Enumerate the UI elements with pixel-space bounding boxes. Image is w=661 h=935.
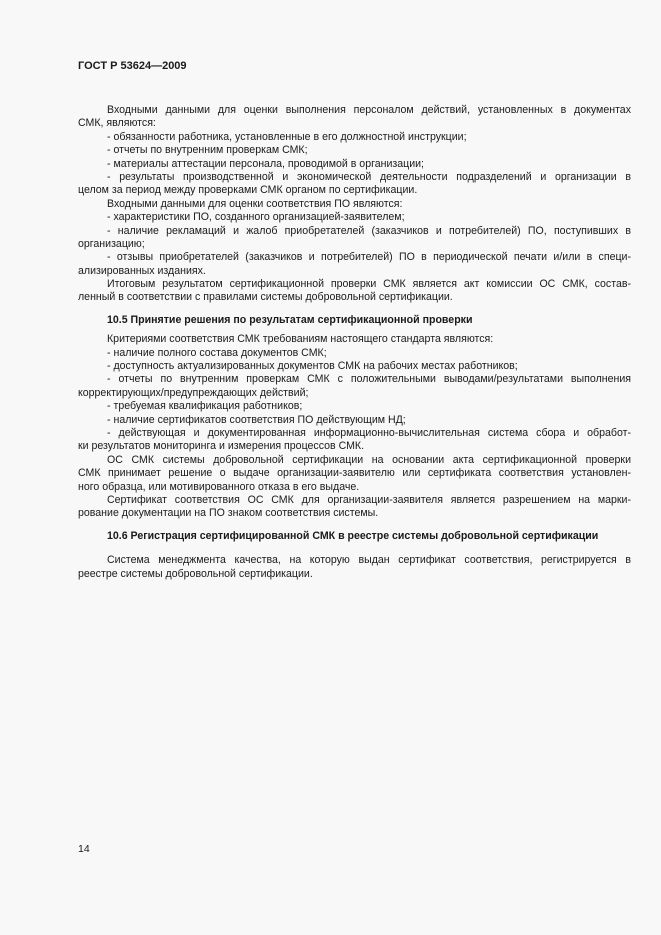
text-line: - доступность актуализированных документов СМК на рабочих местах работников; (107, 360, 518, 373)
text-line: ного образца, или мотивированного отказа в его выдаче. (78, 480, 360, 493)
text-line: - отчеты по внутренним проверкам СМК с положительными выводами/результатами выполнения (107, 373, 631, 386)
text-line: Итоговым результатом сертификационной проверки СМК является акт комиссии ОС СМК, состав- (107, 278, 631, 291)
text-line: реестре системы добровольной сертификации. (78, 567, 313, 580)
text-line: - наличие полного состава документов СМК; (107, 346, 327, 359)
text-line: СМК, являются: (78, 117, 156, 130)
text-line: ленный в соответствии с правилами системы добровольной сертификации. (78, 291, 453, 304)
spacer (78, 305, 631, 314)
spacer (78, 521, 631, 530)
text-line: - обязанности работника, установленные в его должностной инструкции; (107, 130, 467, 143)
text-line: Сертификат соответствия ОС СМК для организации-заявителя является разрешением на марки- (107, 493, 631, 506)
page-number: 14 (78, 843, 90, 855)
text-line: - требуемая квалификация работников; (107, 400, 303, 413)
text-line: целом за период между проверками СМК органом по сертификации. (78, 184, 418, 197)
section-heading: 10.5 Принятие решения по результатам сертификационной проверки (107, 313, 473, 326)
text-line: рование документации на ПО знаком соответствия системы. (78, 507, 379, 520)
text-line: ализированных изданиях. (78, 264, 206, 277)
text-line: организацию; (78, 237, 145, 250)
text-line: - действующая и документированная информационно-вычислительная система сбора и обработ- (107, 426, 631, 439)
text-line: - отзывы приобретателей (заказчиков и потребителей) ПО в периодической печати и/или в специ- (107, 251, 631, 264)
text-line: Входными данными для оценки соответствия ПО являются: (107, 197, 403, 210)
text-line: корректирующих/предупреждающих действий; (78, 386, 309, 399)
text-line: - материалы аттестации персонала, проводимой в организации; (107, 157, 424, 170)
text-line: Критериями соответствия СМК требованиям настоящего стандарта являются: (107, 333, 494, 346)
text-line: - наличие сертификатов соответствия ПО действующим НД; (107, 413, 406, 426)
text-line: ОС СМК системы добровольной сертификации на основании акта сертификационной проверки (107, 453, 631, 466)
text-line: - характеристики ПО, созданного организацией-заявителем; (107, 211, 405, 224)
text-line: Система менеджмента качества, на которую выдан сертификат соответствия, регистрируется в (107, 554, 631, 567)
text-line: - наличие рекламаций и жалоб приобретателей (заказчиков и потребителей) ПО, поступивших в (107, 224, 631, 237)
document-body (78, 104, 631, 581)
document-header: ГОСТ Р 53624—2009 (78, 60, 187, 72)
section-heading: 10.6 Регистрация сертифицированной СМК в реестре системы добровольной сертификации (107, 529, 599, 542)
text-line: ки результатов мониторинга и измерения процессов СМК. (78, 440, 365, 453)
text-line: - отчеты по внутренним проверкам СМК; (107, 144, 308, 157)
text-line: СМК принимает решение о выдаче организации-заявителю или сертификата соответствия установлен- (78, 467, 631, 480)
spacer (78, 543, 631, 554)
text-line: - результаты производственной и экономической деятельности подразделений и организации в (107, 170, 631, 183)
text-line: Входными данными для оценки выполнения персоналом действий, установленных в документах (107, 104, 631, 116)
